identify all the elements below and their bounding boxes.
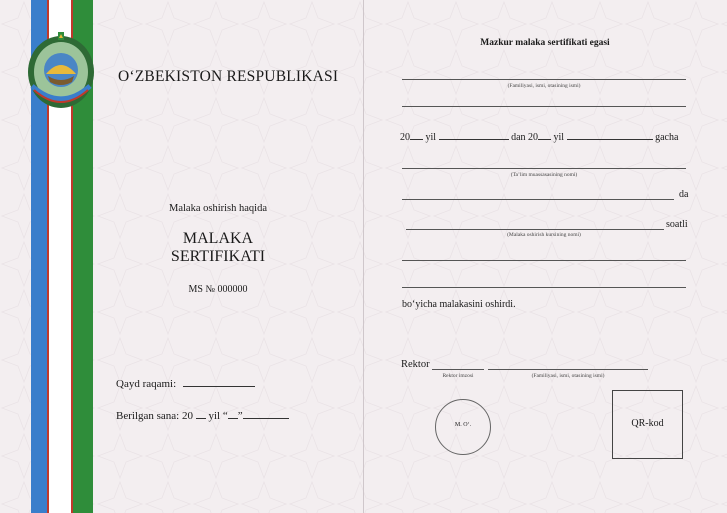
holder-name-caption: (Familiyasi, ismi, otasining ismi) [507, 83, 581, 89]
state-emblem-icon [24, 26, 98, 110]
issue-day-field[interactable] [228, 407, 238, 419]
certificate-title-line2: SERTIFIKATI [170, 248, 266, 265]
period-from-year[interactable] [410, 128, 423, 140]
rector-signature-line[interactable] [432, 369, 484, 370]
rector-label: Rektor [401, 359, 430, 370]
rector-name-line[interactable] [488, 369, 648, 370]
period-from-date[interactable] [439, 128, 509, 140]
qr-code-placeholder [612, 390, 683, 459]
completion-text: bo‘yicha malakasini oshirdi. [402, 299, 516, 310]
institution-caption: (Ta’lim muassasasining nomi) [510, 172, 578, 178]
period-yil-1: yil [425, 132, 437, 143]
rector-name-caption: (Familiyasi, ismi, otasining ismi) [531, 373, 605, 379]
issue-date-year-label: yil “ [208, 410, 228, 422]
period-gacha: gacha [655, 132, 679, 143]
period-to-date[interactable] [567, 128, 653, 140]
page-divider [363, 0, 364, 513]
holder-name-line[interactable] [402, 79, 686, 80]
da-label: da [679, 189, 689, 200]
holder-heading: Mazkur malaka sertifikati egasi [480, 38, 610, 48]
institution-line[interactable] [402, 168, 686, 169]
hours-line[interactable] [406, 229, 664, 230]
qr-code-label: QR-kod [631, 418, 664, 429]
period-yil-2: yil [553, 132, 565, 143]
certificate-title [118, 230, 318, 266]
soatli-label: soatli [666, 219, 688, 230]
certificate-title-line1: MALAKA [182, 230, 254, 247]
course-line-2[interactable] [402, 287, 686, 288]
serial-number: MS № 000000 [188, 284, 248, 295]
institution-line-2[interactable] [402, 199, 674, 200]
seal-placeholder [435, 399, 491, 455]
country-title: O‘ZBEKISTON RESPUBLIKASI [118, 68, 339, 85]
course-caption: (Malaka oshirish kursining nomi) [507, 232, 581, 238]
period-from-prefix: 20 [400, 132, 410, 143]
rector-signature-caption: Rektor imzosi [442, 373, 474, 379]
period-to-year[interactable] [538, 128, 551, 140]
period-row [400, 128, 678, 143]
issue-date-prefix: Berilgan sana: 20 [116, 410, 193, 422]
registration-number-label: Qayd raqami: [116, 378, 177, 390]
period-dan: dan 20 [511, 132, 539, 143]
registration-number-row [116, 375, 255, 390]
seal-label: M. O‘. [454, 422, 472, 428]
registration-number-field[interactable] [183, 375, 255, 387]
issue-date-quote: ” [237, 410, 243, 422]
course-line[interactable] [402, 260, 686, 261]
certificate-subtitle: Malaka oshirish haqida [169, 203, 267, 214]
holder-name-line-2[interactable] [402, 106, 686, 107]
issue-date-row [116, 407, 289, 422]
issue-year-field[interactable] [196, 407, 206, 419]
issue-month-field[interactable] [243, 407, 289, 419]
